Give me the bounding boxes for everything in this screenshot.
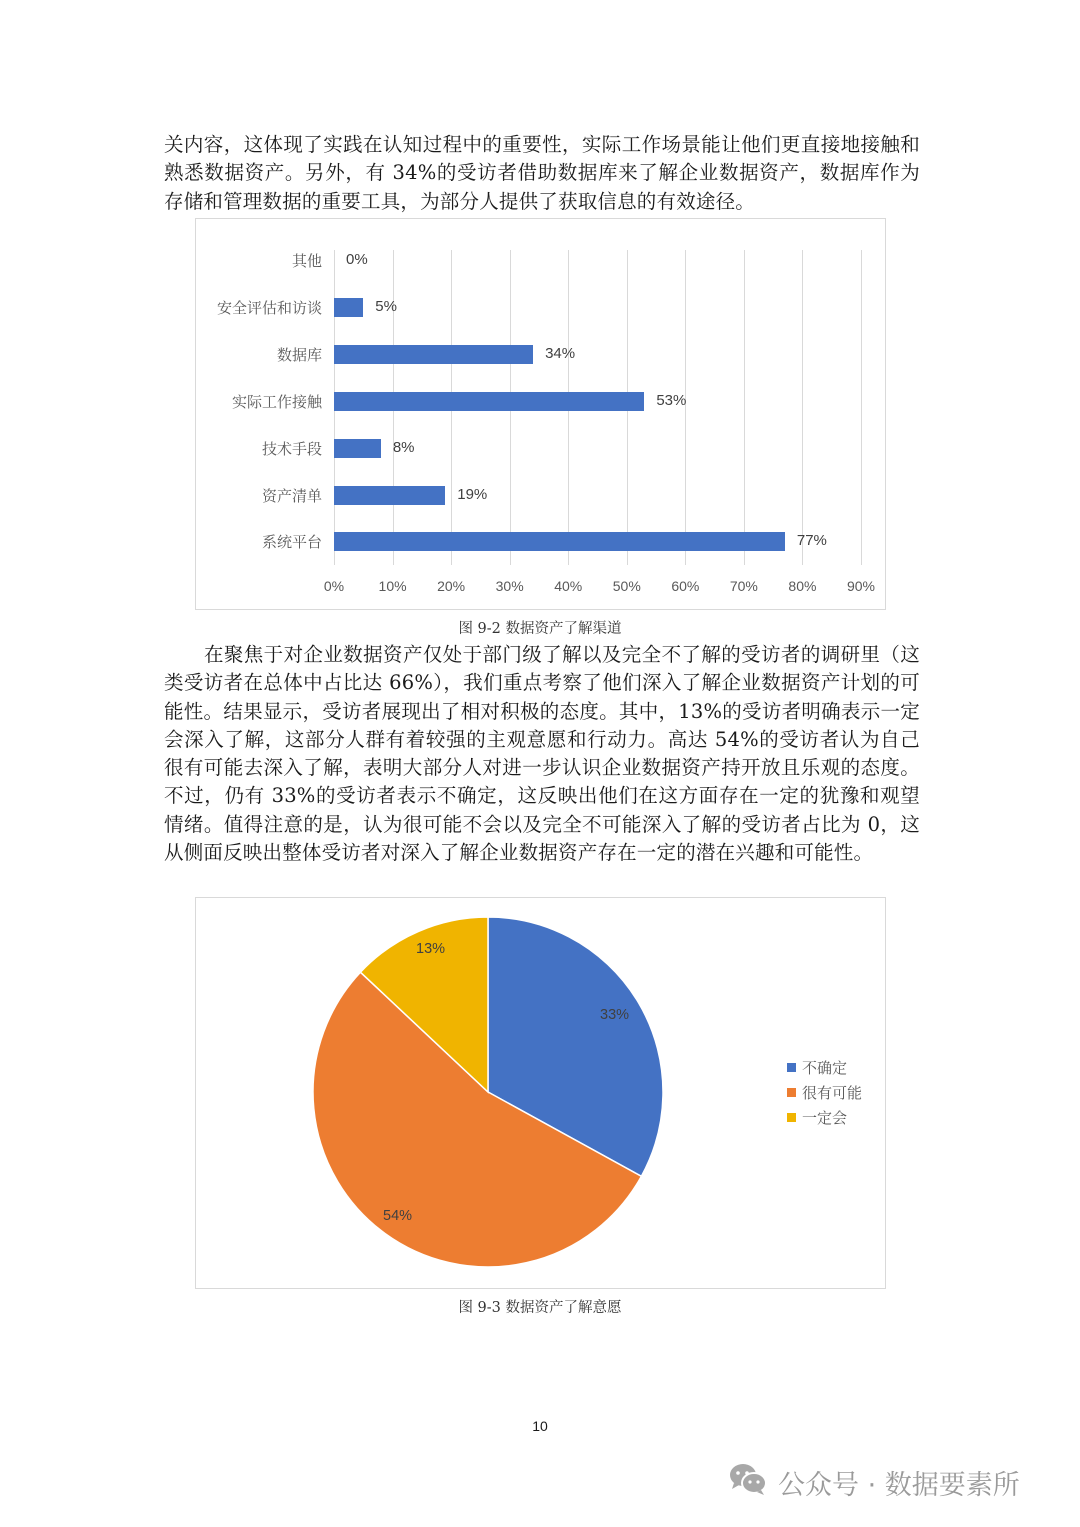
legend-item [787, 1082, 862, 1103]
bar-value-label: 8% [392, 439, 415, 456]
x-axis-tick: 90% [846, 578, 876, 594]
bar-value-label: 77% [796, 532, 827, 549]
watermark [728, 1462, 1020, 1503]
bar-value-label: 19% [457, 486, 488, 503]
bar-value-label: 0% [346, 251, 368, 268]
x-axis-tick: 20% [437, 578, 466, 594]
page-number: 10 [532, 1418, 548, 1434]
figure-caption-9-2: 图 9-2 数据资产了解渠道 [458, 621, 622, 637]
x-axis-tick: 40% [554, 578, 583, 594]
x-axis-tick: 10% [378, 578, 407, 594]
legend-swatch [787, 1063, 796, 1072]
bar-category-label: 技术手段 [261, 440, 322, 458]
bar-value-label: 53% [656, 392, 687, 409]
bar-value-label: 5% [375, 298, 397, 315]
wechat-icon [728, 1462, 768, 1503]
legend-label: 很有可能 [802, 1084, 863, 1102]
pie-value-label: 54% [383, 1208, 413, 1224]
x-axis-tick: 50% [612, 578, 641, 594]
legend-item [787, 1107, 847, 1128]
legend-swatch [787, 1088, 796, 1097]
x-axis-tick: 60% [671, 578, 700, 594]
watermark-text: 公众号 · 数据要素所 [778, 1470, 1020, 1501]
legend-label: 一定会 [802, 1109, 848, 1127]
x-axis-tick: 70% [729, 578, 758, 594]
pie-value-label: 13% [416, 941, 446, 957]
pie-value-label: 33% [600, 1007, 630, 1023]
bar-category-label: 数据库 [276, 346, 322, 364]
x-axis-tick: 0% [323, 578, 345, 594]
legend-item [787, 1057, 847, 1078]
legend-label: 不确定 [802, 1059, 848, 1077]
bar-category-label: 安全评估和访谈 [216, 299, 322, 317]
bar-category-label: 资产清单 [261, 487, 322, 505]
bar-category-label: 其他 [291, 252, 322, 270]
x-axis-tick: 80% [788, 578, 817, 594]
paragraph-text: 在聚焦于对企业数据资产仅处于部门级了解以及完全不了解的受访者的调研里（这类受访者在总体中占比达 66%），我们重点考察了他们深入了解企业数据资产计划的可能性。结果显示，受访者展现出了相对积极的态度。其中，13%的受访者明确表示一定会深入了解，这部分人群有着较强的主观意愿和行动力。高达 54%的受访者认为自己很有可能去深入了解，表明大部分人对进一步认识企业数据资产持开放且乐观的态度。不过，仍有 33%的受访者表示不确定，这反映出他们在这方面存在一定的犹豫和观望情绪。值得注意的是，认为很可能不会以及完全不可能深入了解的受访者占比为 0，这从侧面反映出整体受访者对深入了解企业数据资产存在一定的潜在兴趣和可能性。 [164, 643, 920, 865]
bar-category-label: 实际工作接触 [231, 393, 322, 411]
bar-category-label: 系统平台 [261, 533, 322, 551]
figure-caption-9-3: 图 9-3 数据资产了解意愿 [458, 1300, 622, 1316]
x-axis-tick: 30% [495, 578, 524, 594]
paragraph-text: 关内容，这体现了实践在认知过程中的重要性，实际工作场景能让他们更直接地接触和熟悉数据资产。另外，有 34%的受访者借助数据库来了解企业数据资产，数据库作为存储和管理数据的重要工具，为部分人提供了获取信息的有效途径。 [164, 133, 920, 213]
legend-swatch [787, 1113, 796, 1122]
bar-value-label: 34% [545, 345, 576, 362]
